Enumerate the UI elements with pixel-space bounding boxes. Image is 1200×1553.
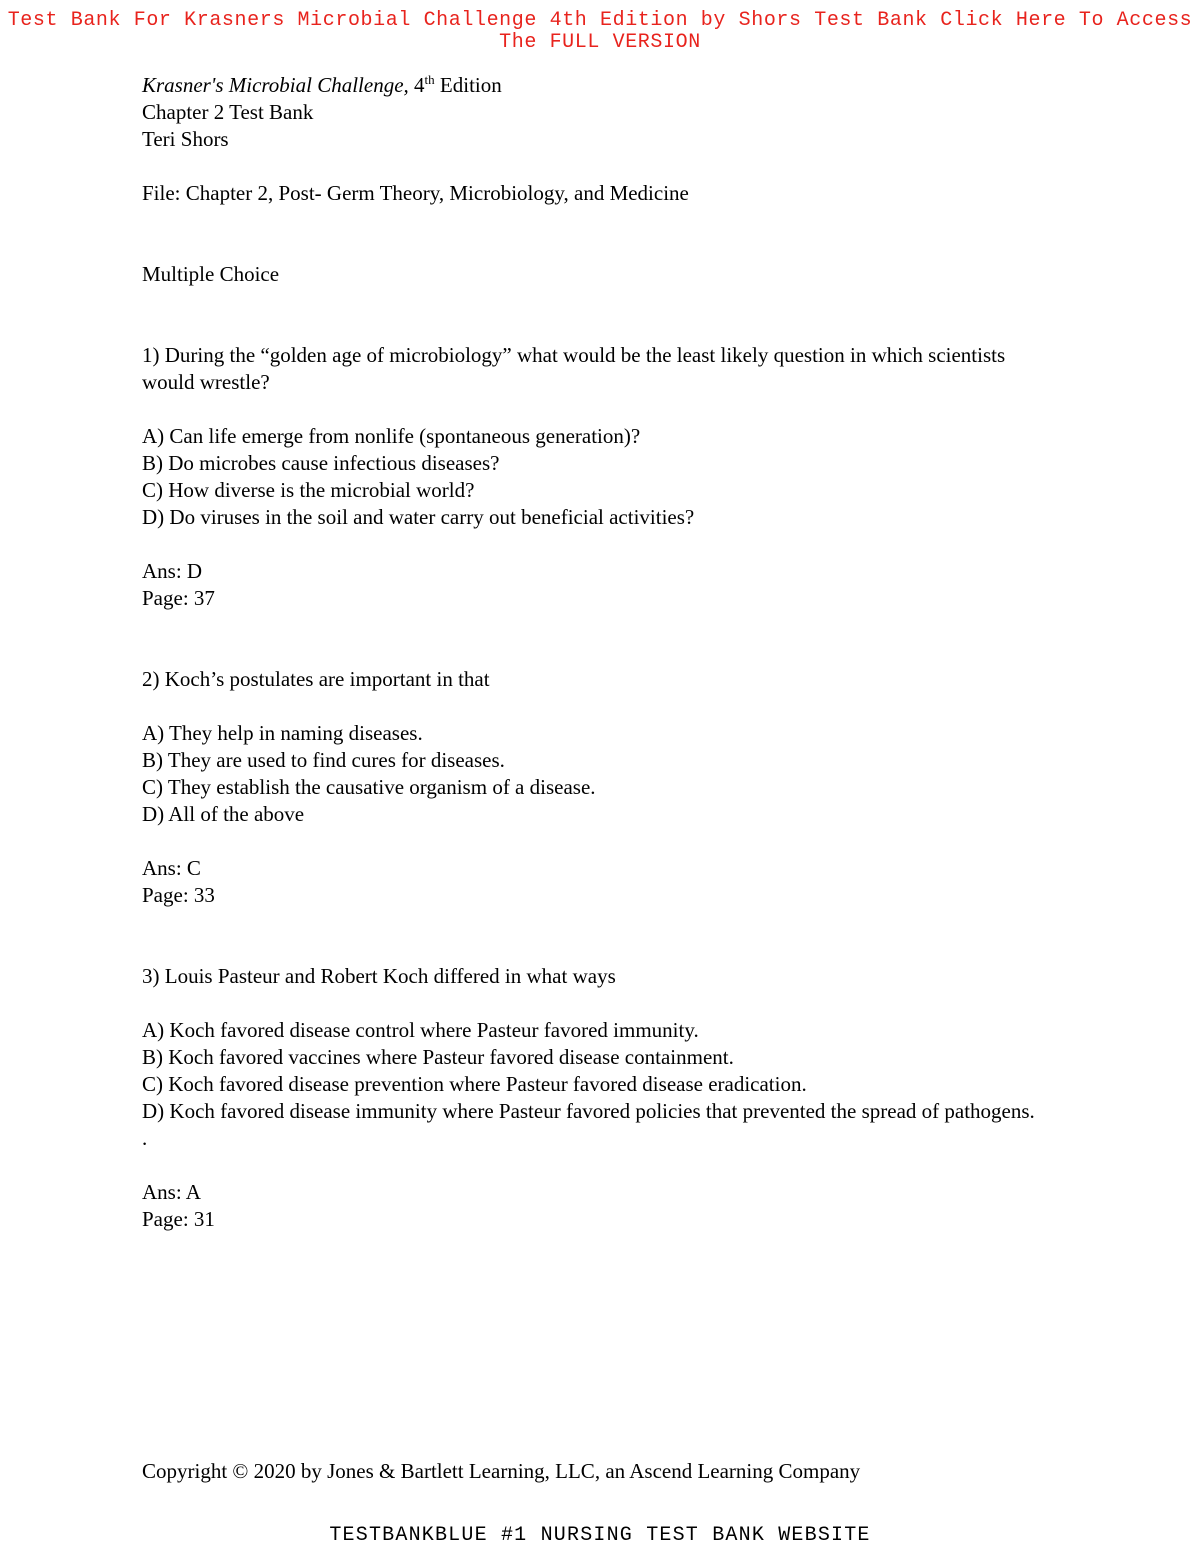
copyright-notice: Copyright © 2020 by Jones & Bartlett Learning, LLC, an Ascend Learning Company [142, 1459, 861, 1483]
answer-option: B) Koch favored vaccines where Pasteur favored disease containment. [142, 1045, 734, 1069]
document-body [142, 72, 1062, 1233]
answer-option: C) How diverse is the microbial world? [142, 478, 475, 502]
question-block [142, 342, 1062, 612]
answer-option: D) Do viruses in the soil and water carry out beneficial activities? [142, 505, 695, 529]
page-reference: Page: 33 [142, 883, 215, 907]
stray-mark: . [142, 1126, 148, 1150]
book-title: Krasner's Microbial Challenge, [142, 73, 409, 97]
section-heading: Multiple Choice [142, 262, 280, 286]
answer-option: A) Can life emerge from nonlife (spontaneous generation)? [142, 424, 641, 448]
question-prompt: 1) During the “golden age of microbiology” what would be the least likely question in which scientists would wrestle? [142, 343, 1011, 394]
answer-option: A) They help in naming diseases. [142, 721, 423, 745]
footer-website-banner: TESTBANKBLUE #1 NURSING TEST BANK WEBSITE [329, 1524, 871, 1547]
top-banner-link[interactable]: Test Bank For Krasners Microbial Challenge 4th Edition by Shors Test Bank Click Here To Access The FULL VERSION [7, 9, 1193, 54]
answer-option: C) They establish the causative organism of a disease. [142, 775, 596, 799]
question-block [142, 666, 1062, 909]
book-title-line [142, 72, 1062, 99]
edition-word: Edition [434, 73, 502, 97]
answer-option: B) Do microbes cause infectious diseases? [142, 451, 500, 475]
question-block [142, 963, 1062, 1233]
answer-key: Ans: C [142, 856, 201, 880]
answer-option: D) Koch favored disease immunity where Pasteur favored policies that prevented the spread of pathogens. [142, 1099, 1035, 1123]
author-line: Teri Shors [142, 127, 229, 151]
answer-option: B) They are used to find cures for diseases. [142, 748, 505, 772]
edition-number: 4 [408, 73, 425, 97]
question-prompt: 2) Koch’s postulates are important in that [142, 667, 490, 691]
page-reference: Page: 31 [142, 1207, 215, 1231]
file-line: File: Chapter 2, Post- Germ Theory, Microbiology, and Medicine [142, 181, 689, 205]
answer-option: D) All of the above [142, 802, 305, 826]
edition-suffix: th [424, 72, 435, 87]
answer-option: A) Koch favored disease control where Pasteur favored immunity. [142, 1018, 699, 1042]
answer-key: Ans: D [142, 559, 203, 583]
answer-key: Ans: A [142, 1180, 201, 1204]
page-reference: Page: 37 [142, 586, 215, 610]
question-prompt: 3) Louis Pasteur and Robert Koch differed in what ways [142, 964, 616, 988]
answer-option: C) Koch favored disease prevention where Pasteur favored disease eradication. [142, 1072, 807, 1096]
chapter-line: Chapter 2 Test Bank [142, 100, 314, 124]
